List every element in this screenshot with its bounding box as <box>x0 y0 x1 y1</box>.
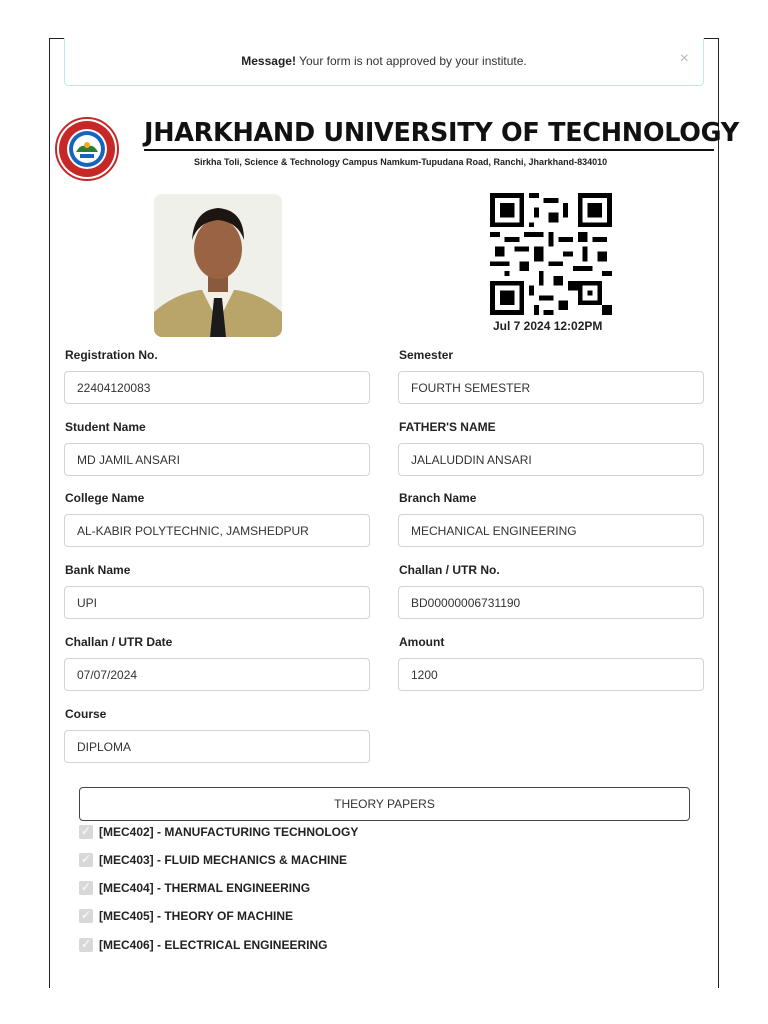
paper-item[interactable] <box>79 853 347 871</box>
student-photo <box>154 194 282 337</box>
semester-field[interactable]: FOURTH SEMESTER <box>398 371 704 404</box>
paper-label: [MEC403] - FLUID MECHANICS & MACHINE <box>99 853 348 867</box>
alert-message <box>64 38 704 86</box>
paper-item[interactable] <box>79 881 310 899</box>
bank-name-label: Bank Name <box>65 563 131 577</box>
checkbox-checked-icon[interactable] <box>79 853 93 867</box>
challan-date-label: Challan / UTR Date <box>65 635 173 649</box>
university-address: Sirkha Toli, Science & Technology Campus Namkum-Tupudana Road, Ranchi, Jharkhand-834010 <box>194 157 608 167</box>
branch-name-label: Branch Name <box>399 491 477 505</box>
college-name-field[interactable]: AL-KABIR POLYTECHNIC, JAMSHEDPUR <box>64 514 370 547</box>
form-frame-left <box>49 38 50 988</box>
theory-papers-header: THEORY PAPERS <box>79 787 690 821</box>
checkbox-checked-icon[interactable] <box>79 938 93 952</box>
paper-label: [MEC402] - MANUFACTURING TECHNOLOGY <box>99 825 359 839</box>
branch-name-field[interactable]: MECHANICAL ENGINEERING <box>398 514 704 547</box>
registration-label: Registration No. <box>65 348 158 362</box>
amount-label: Amount <box>399 635 445 649</box>
paper-item[interactable] <box>79 825 358 843</box>
title-underline <box>144 149 714 151</box>
alert-body: Your form is not approved by your institute. <box>295 54 527 68</box>
course-label: Course <box>65 707 107 721</box>
alert-text <box>65 54 703 68</box>
course-field[interactable]: DIPLOMA <box>64 730 370 763</box>
father-name-label: FATHER'S NAME <box>399 420 496 434</box>
semester-label: Semester <box>399 348 454 362</box>
challan-number-label: Challan / UTR No. <box>399 563 500 577</box>
challan-date-field[interactable]: 07/07/2024 <box>64 658 370 691</box>
paper-item[interactable] <box>79 938 327 956</box>
college-name-label: College Name <box>65 491 145 505</box>
checkbox-checked-icon[interactable] <box>79 909 93 923</box>
alert-prefix: Message! <box>241 54 296 68</box>
close-icon[interactable]: × <box>679 50 689 67</box>
paper-label: [MEC406] - ELECTRICAL ENGINEERING <box>99 938 328 952</box>
challan-number-field[interactable]: BD00000006731190 <box>398 586 704 619</box>
father-name-field[interactable]: JALALUDDIN ANSARI <box>398 443 704 476</box>
university-seal-icon <box>54 108 120 190</box>
university-title: JHARKHAND UNIVERSITY OF TECHNOLOGY <box>144 118 739 148</box>
student-photo-image <box>154 194 282 337</box>
paper-label: [MEC405] - THEORY OF MACHINE <box>99 909 294 923</box>
paper-label: [MEC404] - THERMAL ENGINEERING <box>99 881 311 895</box>
bank-name-field[interactable]: UPI <box>64 586 370 619</box>
checkbox-checked-icon[interactable] <box>79 881 93 895</box>
amount-field[interactable]: 1200 <box>398 658 704 691</box>
registration-field[interactable]: 22404120083 <box>64 371 370 404</box>
form-frame-right <box>718 38 719 988</box>
paper-item[interactable] <box>79 909 293 927</box>
qr-code-icon <box>490 193 612 315</box>
student-name-label: Student Name <box>65 420 146 434</box>
checkbox-checked-icon[interactable] <box>79 825 93 839</box>
student-name-field[interactable]: MD JAMIL ANSARI <box>64 443 370 476</box>
qr-timestamp: Jul 7 2024 12:02PM <box>493 319 603 333</box>
